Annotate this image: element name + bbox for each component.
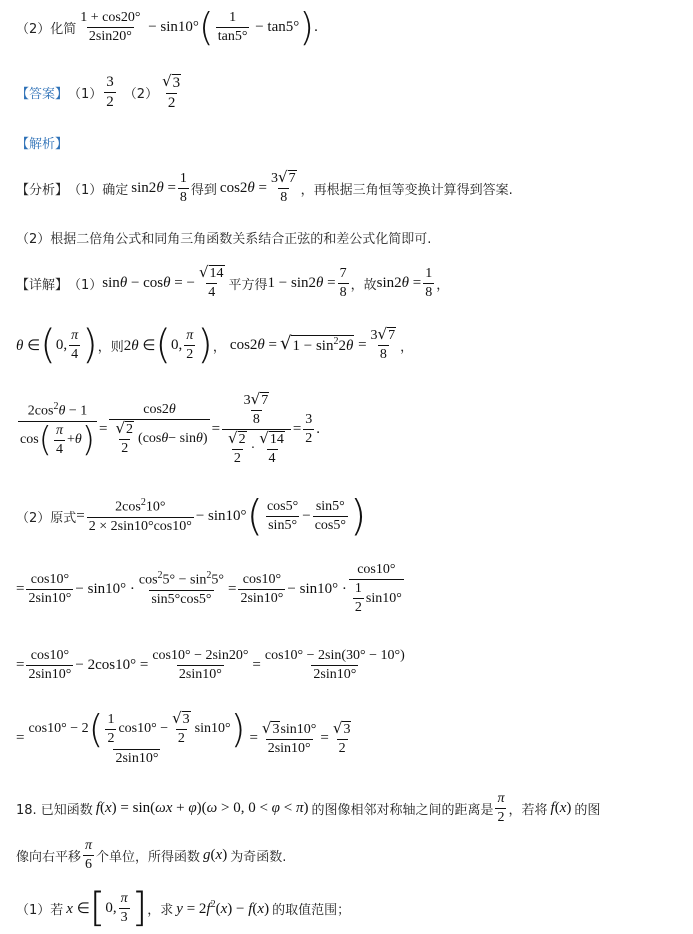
q18-sub1: （1）若 x ∈ [ 0, $\frac{\pi}{3}$ ] ，求 $y = 2f^2(x) - f(x)$ 的取值范围；: [16, 885, 351, 931]
fenxi2-text: （2）根据二倍角公式和同角三角函数关系结合正弦的和差公式化简即可.: [16, 232, 432, 247]
q18-sub1-label: （1）若: [16, 902, 64, 918]
xiangjie-p3: ，故: [350, 277, 377, 293]
q18-text2: ，若将: [508, 803, 548, 818]
xiangjie-tag: 【详解】: [16, 277, 69, 293]
q2-label: （2）化简: [16, 21, 77, 37]
q18-line2: 像向右平移 $\frac{\pi}{6}$ 个单位，所得函数 g(x) 为奇函数.: [16, 838, 287, 872]
theta-comma1: ，: [212, 339, 226, 355]
answer-part1-label: （1）: [68, 87, 103, 103]
answer-line: [16, 74, 185, 112]
q18-text5: 个单位，所得函数: [96, 850, 201, 865]
analysis-tag-line: [16, 133, 68, 152]
q18-text3: 的图: [574, 803, 601, 818]
answer-part2-label: （2）: [123, 87, 159, 103]
fenxi-line: 【分析】 （1）确定 sin2θ = $\frac{1}{8}$ 得到 cos2θ = 3 √ 7 8 ，再根据三角恒等变换计算得到答案.: [16, 168, 513, 205]
theta-comma2: ，: [400, 339, 414, 355]
xiangjie-line: 【详解】 （1） sinθ − cosθ = − √ 14 4 平方得 1 − sin2θ = $\frac{7}{8}$ ，故 sin2θ = $\frac{1}{8}$ ，: [16, 263, 450, 300]
fenxi2-line: [16, 228, 431, 247]
q18-line1: 18. 已知函数 f(x) = sin(ωx + φ)(ω > 0, 0 < φ < π) 的图像相邻对称轴之间的距离是 $\frac{\pi}{2}$ ，若将 f(x) 的图: [16, 791, 601, 825]
q18-number: 18. 已知函数: [16, 803, 93, 818]
q18-text1: 的图像相邻对称轴之间的距离是: [311, 803, 494, 818]
solution2-step3: = $\frac{\cos 10^\circ}{2\sin 10^\circ}$ − 2cos10° = $\frac{\cos 10^\circ - 2\sin 20^\circ}{2\sin 10^\circ}$ = $\frac{\cos 10^\circ - 2\sin(30^\circ - 10^\circ)}{2\sin 10^\circ}$: [16, 648, 405, 682]
q18-text6: 为奇函数.: [230, 850, 287, 865]
q18-sub1-text: ，求: [147, 902, 174, 918]
solution2-step2: = $\frac{\cos 10^\circ}{2\sin 10^\circ}$ − sin10° · $\frac{\cos^25^\circ - \sin^25^\circ}{\sin 5^\circ\cos 5^\circ}$ = $\frac{\cos 10^\circ}{2\sin 10^\circ}$ − sin10° · cos10° $\frac{1}{2}$ sin10°: [16, 562, 402, 615]
solution2-label: （2）原式: [16, 510, 77, 526]
q18-text4: 像向右平移: [16, 850, 82, 865]
theta-then: ，则: [97, 339, 124, 355]
q2-simplify-line: [16, 5, 318, 49]
q18-sub1-end: 的取值范围；: [272, 902, 351, 918]
fenxi-tag: 【分析】: [16, 182, 69, 198]
answer-tag: 【答案】: [16, 87, 69, 103]
fenxi-text1: （1）确定: [68, 182, 129, 198]
fenxi-text3: ，再根据三角恒等变换计算得到答案.: [300, 182, 513, 198]
cos-ratio-line: $2\cos^2\theta - 1$ cos ( $\frac{\pi}{4}$ + θ ) = cos2θ √ 2 2 (cos θ − sin θ ) = 3 √ 7 8 √ 2 2 · √ 14 4 = $\frac{3}{2}$ .: [20, 390, 321, 466]
solution2-line: （2）原式 = $\frac{2\cos^210^\circ}{2 \times 2\sin 10^\circ\cos 10^\circ}$ − sin10° ( $\frac{\cos 5^\circ}{\sin 5^\circ}$ − $\frac{\sin 5^\circ}{\cos 5^\circ}$ ): [16, 491, 367, 540]
solution2-step4: = cos10° − 2 ( $\frac{1}{2}$ cos10° − √ 3 2 sin10° ) 2sin10° = √ 3 sin10° 2sin10° = √ 3 2: [16, 707, 351, 766]
analysis-tag: 【解析】: [16, 137, 69, 152]
xiangjie-p1: （1）: [68, 277, 103, 293]
xiangjie-p4: ，: [436, 277, 450, 293]
answer-part1-value: $\frac{3}{2}$: [106, 74, 114, 111]
answer-part2-value: √ 3 2: [162, 72, 181, 111]
q2-expression: $\frac{1 + \cos 20^\circ}{2\sin 20^\circ}$ − sin10° ( $\frac{1}{\tan 5^\circ}$ − tan5° ) .: [80, 5, 318, 49]
fenxi-text2: 得到: [190, 182, 217, 198]
theta-range-line: θ ∈ ( 0, $\frac{\pi}{4}$ ) ，则 2θ ∈ ( 0, $\frac{\pi}{2}$ ) ， cos2θ = √ $1 - \sin^22\theta$ = 3 √ 7 8 ，: [16, 322, 414, 368]
xiangjie-p2: 平方得: [228, 277, 268, 293]
